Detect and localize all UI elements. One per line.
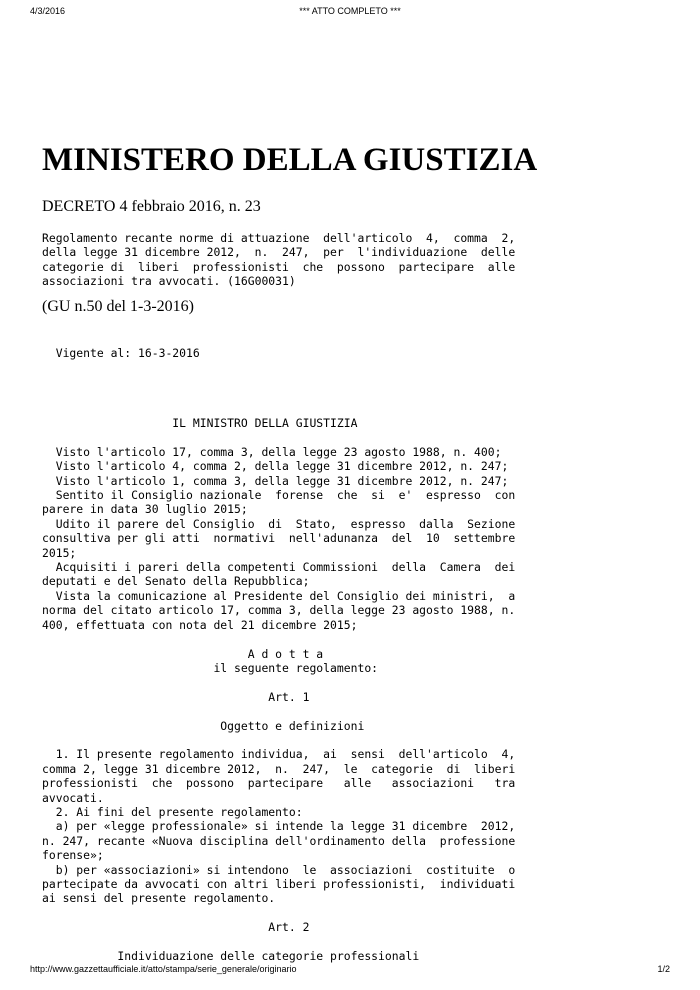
print-header-label: *** ATTO COMPLETO *** [299,6,401,16]
page-number: 1/2 [657,964,670,974]
source-url: http://www.gazzettaufficiale.it/atto/stampa/serie_generale/originario [30,964,297,974]
vigente-date: Vigente al: 16-3-2016 [42,346,200,360]
decree-heading: DECRETO 4 febbraio 2016, n. 23 [42,198,261,215]
gazette-reference: (GU n.50 del 1-3-2016) [42,298,194,315]
ministry-title: MINISTERO DELLA GIUSTIZIA [42,142,538,178]
print-date: 4/3/2016 [30,6,66,16]
decree-abstract: Regolamento recante norme di attuazione dell'articolo 4, comma 2, della legge 31 dicembre 2012, n. 247, per l'individuazione delle categorie di liberi professionisti che possono partecipare alle associazioni tra avvocati. (16G00031) [42,231,516,289]
decree-body: IL MINISTRO DELLA GIUSTIZIA Visto l'articolo 17, comma 3, della legge 23 agosto 1988, n. 400; Visto l'articolo 4, comma 2, della legge 31 dicembre 2012, n. 247; Visto l'articolo 1, comma 3, della legge 31 dicembre 2012, n. 247; Sentito il Consiglio nazionale forense che si e' espresso con parere in data 30 luglio 2015; Udito il parere del Consiglio di Stato, espresso dalla Sezione consultiva per gli atti normativi nell'adunanza del 10 settembre 2015; Acquisiti i pareri della competenti Commissioni della Camera dei deputati e del Senato della Repubblica; Vista la comunicazione al Presidente del Consiglio dei ministri, a norma del citato articolo 17, comma 3, della legge 23 agosto 1988, n. 400, effettuata con nota del 21 dicembre 2015; A d o t t a il seguente regolamento: Art. 1 Oggetto e definizioni 1. Il presente regolamento individua, ai sensi dell'articolo 4, comma 2, legge 31 dicembre 2012, n. 247, le categorie di liberi professionisti che possono partecipare alle associazioni tra avvocati. 2. Ai fini del presente regolamento: a) per «legge professionale» si intende la legge 31 dicembre 2012, n. 247, recante «Nuova disciplina dell'ordinamento della professione forense»; b) per «associazioni» si intendono le associazioni costituite o partecipate da avvocati con altri liberi professionisti, individuati ai sensi del presente regolamento. Art. 2 Individuazione delle categorie professionali [42,416,516,964]
